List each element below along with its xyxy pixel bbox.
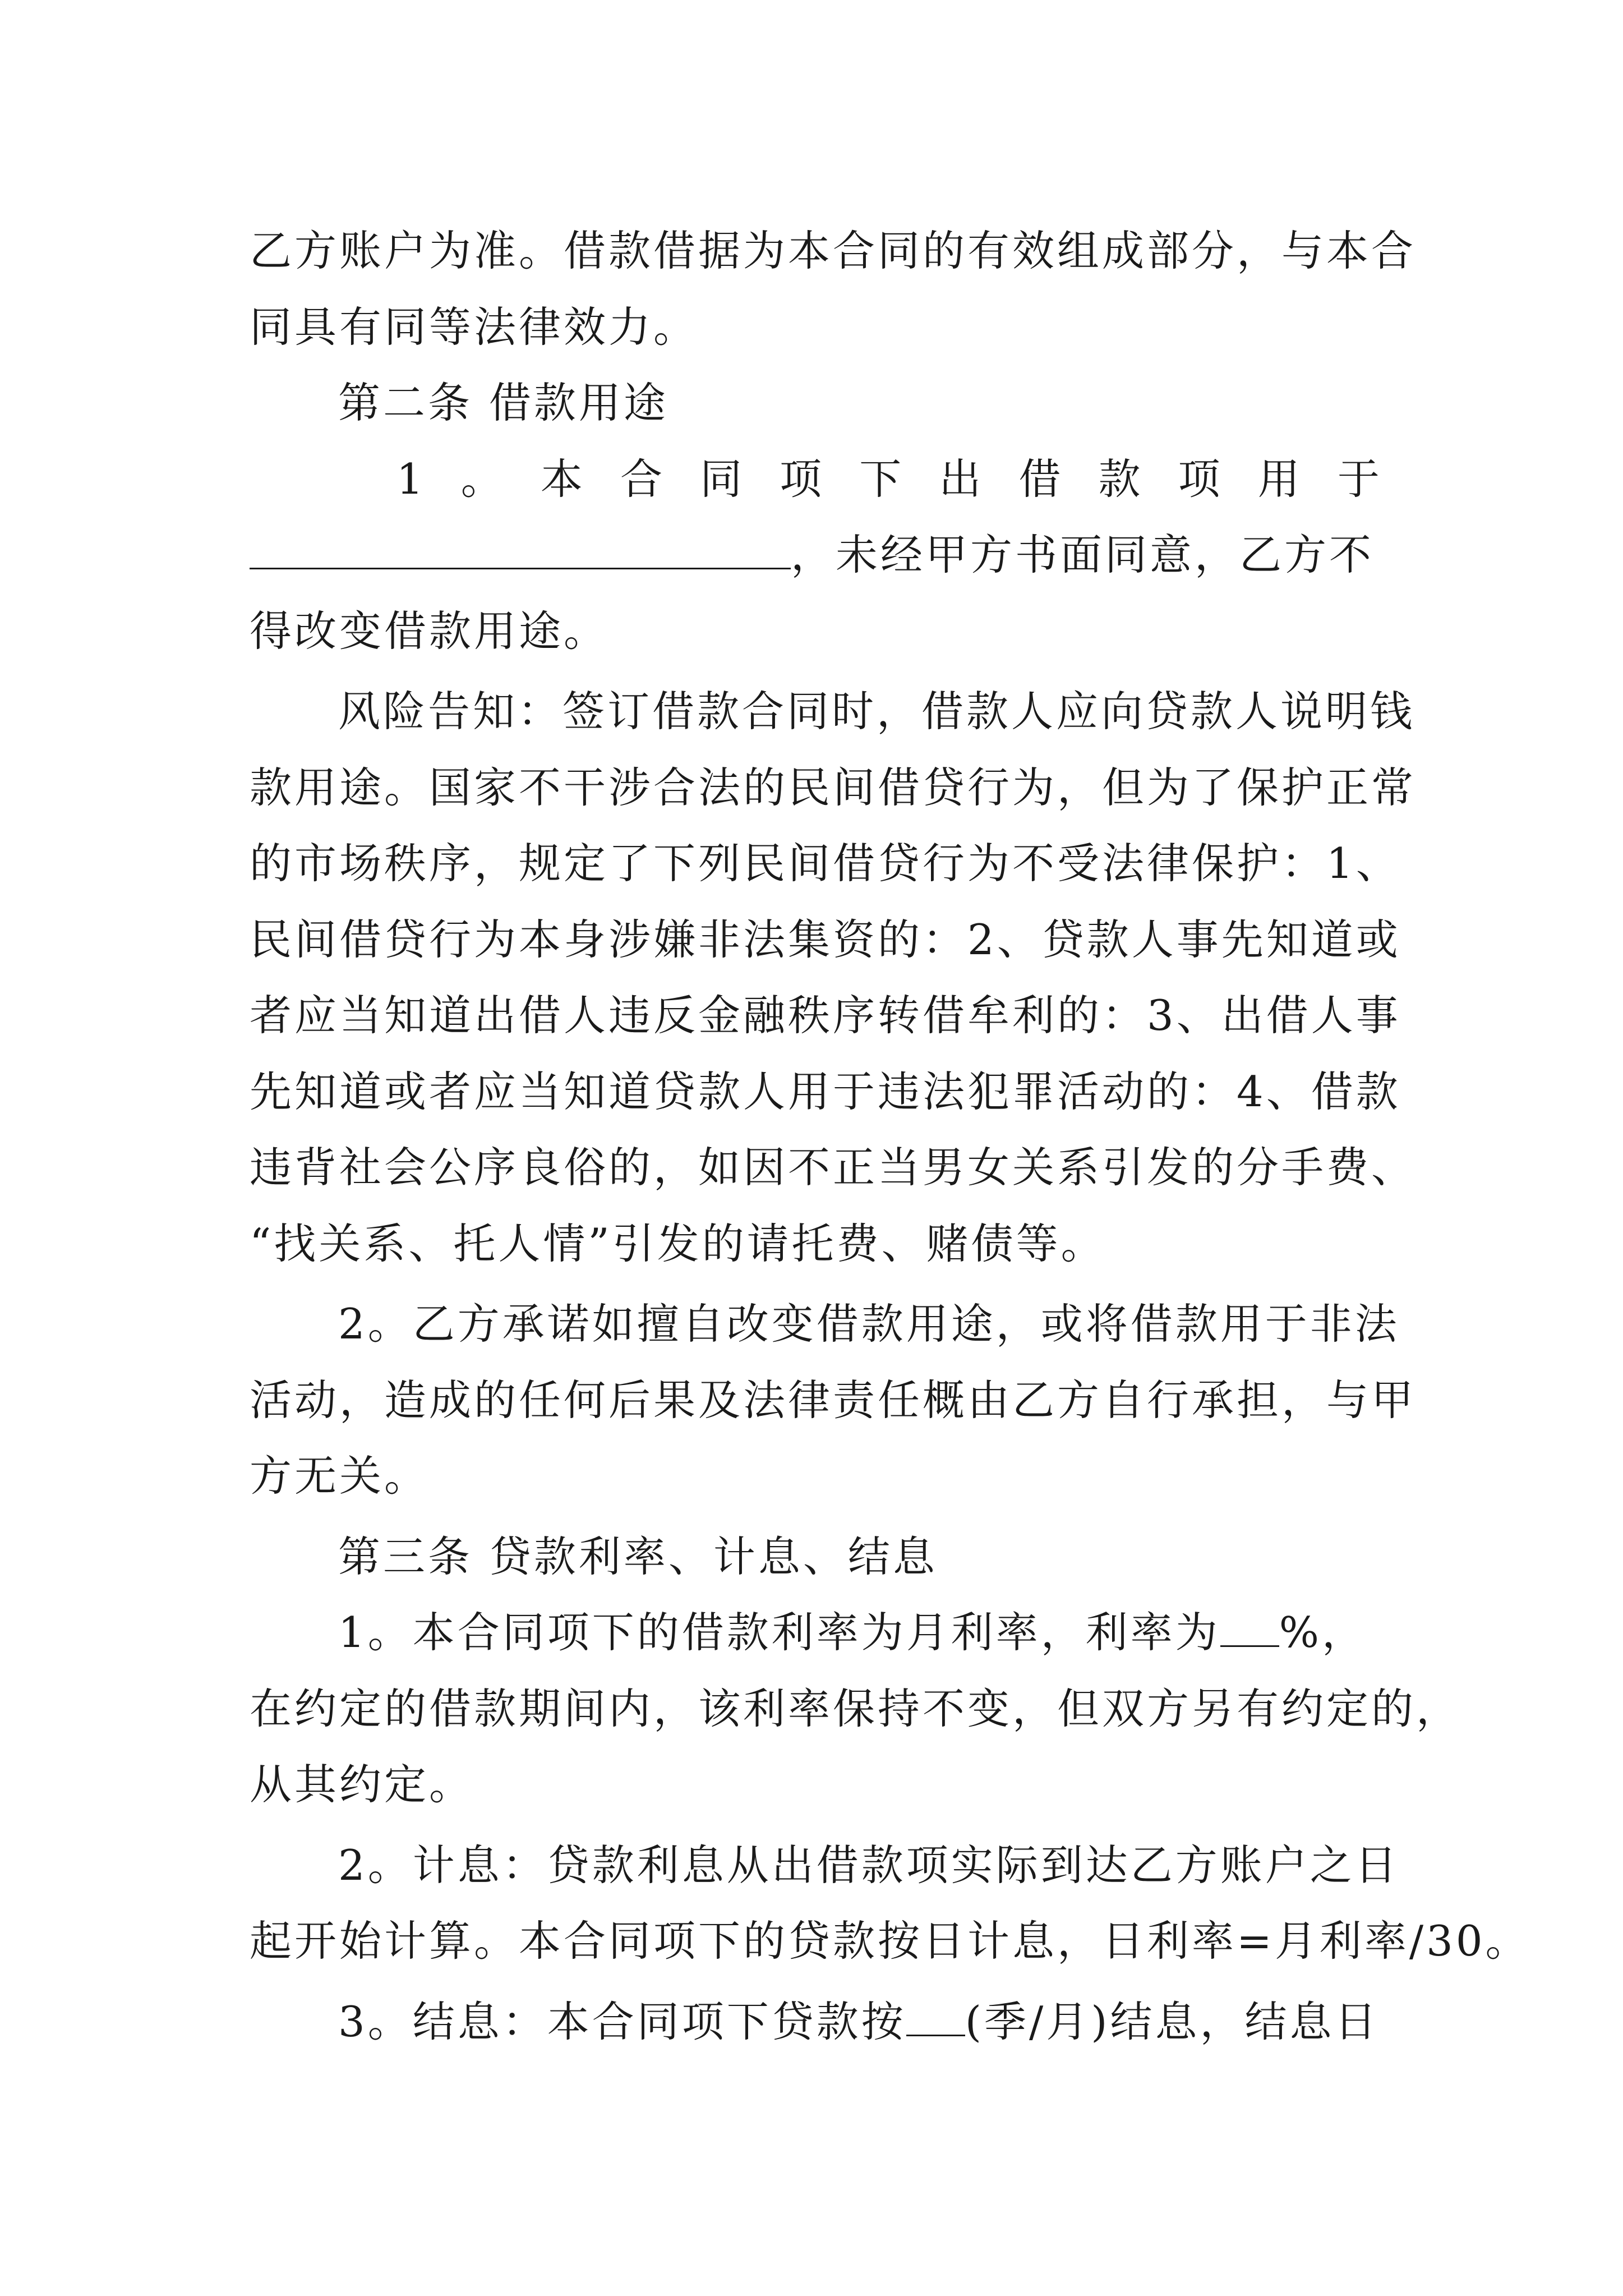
paragraph-text: 2。乙方承诺如擅自改变借款用途，或将借款用于非法 <box>338 1299 1400 1349</box>
paragraph-gap <box>250 1515 1382 1519</box>
text-line <box>250 1286 1400 1363</box>
paragraph-text: 的市场秩序，规定了下列民间借贷行为不受法律保护：1、 <box>250 839 1401 888</box>
spaced-char: 同 <box>700 454 745 504</box>
spaced-char: 项 <box>780 454 825 504</box>
text-line <box>250 902 1401 978</box>
text-line <box>250 213 1417 289</box>
spaced-char: 款 <box>1098 454 1144 504</box>
paragraph-text: 在约定的借款期间内，该利率保持不变，但双方另有约定的， <box>250 1683 1461 1733</box>
text-line <box>250 517 1382 593</box>
paragraph-text: 3。结息：本合同项下贷款按 <box>338 1996 906 2046</box>
spaced-char: 合 <box>620 454 665 504</box>
spaced-char: 借 <box>1018 454 1064 504</box>
text-line <box>250 1984 1382 2060</box>
section-heading-2 <box>250 365 1382 441</box>
text-line <box>250 1130 1417 1206</box>
text-line <box>250 1671 1461 1747</box>
paragraph-text: 同具有同等法律效力。 <box>250 302 699 352</box>
fill-blank-purpose[interactable] <box>250 531 791 569</box>
paragraph-gap <box>250 1282 1382 1286</box>
paragraph-text: 违背社会公序良俗的，如因不正当男女关系引发的分手费、 <box>250 1143 1417 1192</box>
section-heading-text: 第三条 贷款利率、计息、结息 <box>338 1531 938 1581</box>
spaced-char: 下 <box>859 454 905 504</box>
paragraph-text: 者应当知道出借人违反金融秩序转借牟利的：3、出借人事 <box>250 991 1401 1040</box>
text-line <box>250 1363 1417 1439</box>
paragraph-gap <box>250 669 1382 674</box>
paragraph-text: 风险告知：签订借款合同时，借款人应向贷款人说明钱 <box>338 687 1415 736</box>
spaced-char: 用 <box>1257 454 1303 504</box>
paragraph-text: 从其约定。 <box>250 1760 474 1809</box>
spaced-char: 于 <box>1337 454 1382 504</box>
spaced-char: 本 <box>540 454 585 504</box>
fill-blank-settlement-period[interactable] <box>906 1998 965 2036</box>
paragraph-text: 活动，造成的任何后果及法律责任概由乙方自行承担，与甲 <box>250 1375 1417 1425</box>
spaced-clause-line <box>250 441 1382 518</box>
paragraph-text: 起开始计算。本合同项下的贷款按日计息，日利率=月利率/30。 <box>250 1916 1530 1966</box>
paragraph-text: 方无关。 <box>250 1451 430 1501</box>
paragraph-text: “找关系、托人情”引发的请托费、赌债等。 <box>250 1218 1106 1268</box>
paragraph-text: %， <box>1279 1608 1367 1657</box>
spaced-char: 项 <box>1178 454 1223 504</box>
text-line <box>250 750 1417 826</box>
paragraph-text: 先知道或者应当知道贷款人用于违法犯罪活动的：4、借款 <box>250 1066 1401 1116</box>
section-heading-text: 第二条 借款用途 <box>338 378 668 427</box>
paragraph-text: 民间借贷行为本身涉嫌非法集资的：2、贷款人事先知道或 <box>250 914 1401 964</box>
paragraph-text: 2。计息：贷款利息从出借款项实际到达乙方账户之日 <box>338 1840 1400 1890</box>
paragraph-gap <box>250 1823 1382 1828</box>
paragraph-text: 1。本合同项下的借款利率为月利率，利率为 <box>338 1608 1220 1657</box>
text-line <box>250 1828 1400 1904</box>
text-line <box>250 674 1415 750</box>
spaced-char: 1 <box>396 454 426 504</box>
fill-blank-interest-rate[interactable] <box>1220 1608 1279 1647</box>
paragraph-text: (季/月)结息，结息日 <box>965 1996 1380 2046</box>
text-line <box>250 593 1382 670</box>
text-line <box>250 1903 1530 1980</box>
paragraph-text: ，未经甲方书面同意，乙方不 <box>791 530 1375 579</box>
text-line <box>250 1054 1401 1130</box>
text-line <box>250 1595 1382 1671</box>
section-heading-3 <box>250 1519 1382 1595</box>
spaced-char: 出 <box>939 454 984 504</box>
paragraph-text: 乙方账户为准。借款借据为本合同的有效组成部分，与本合 <box>250 226 1417 275</box>
text-line <box>250 1747 1382 1823</box>
text-line <box>250 289 1382 366</box>
paragraph-text: 得改变借款用途。 <box>250 606 609 656</box>
text-line <box>250 1438 1382 1515</box>
text-line <box>250 978 1401 1054</box>
document-body <box>250 213 1530 2060</box>
text-line <box>250 1206 1382 1282</box>
paragraph-text: 款用途。国家不干涉合法的民间借贷行为，但为了保护正常 <box>250 762 1417 812</box>
spaced-char: 。 <box>460 454 506 504</box>
paragraph-gap <box>250 1980 1382 1984</box>
text-line <box>250 826 1401 902</box>
